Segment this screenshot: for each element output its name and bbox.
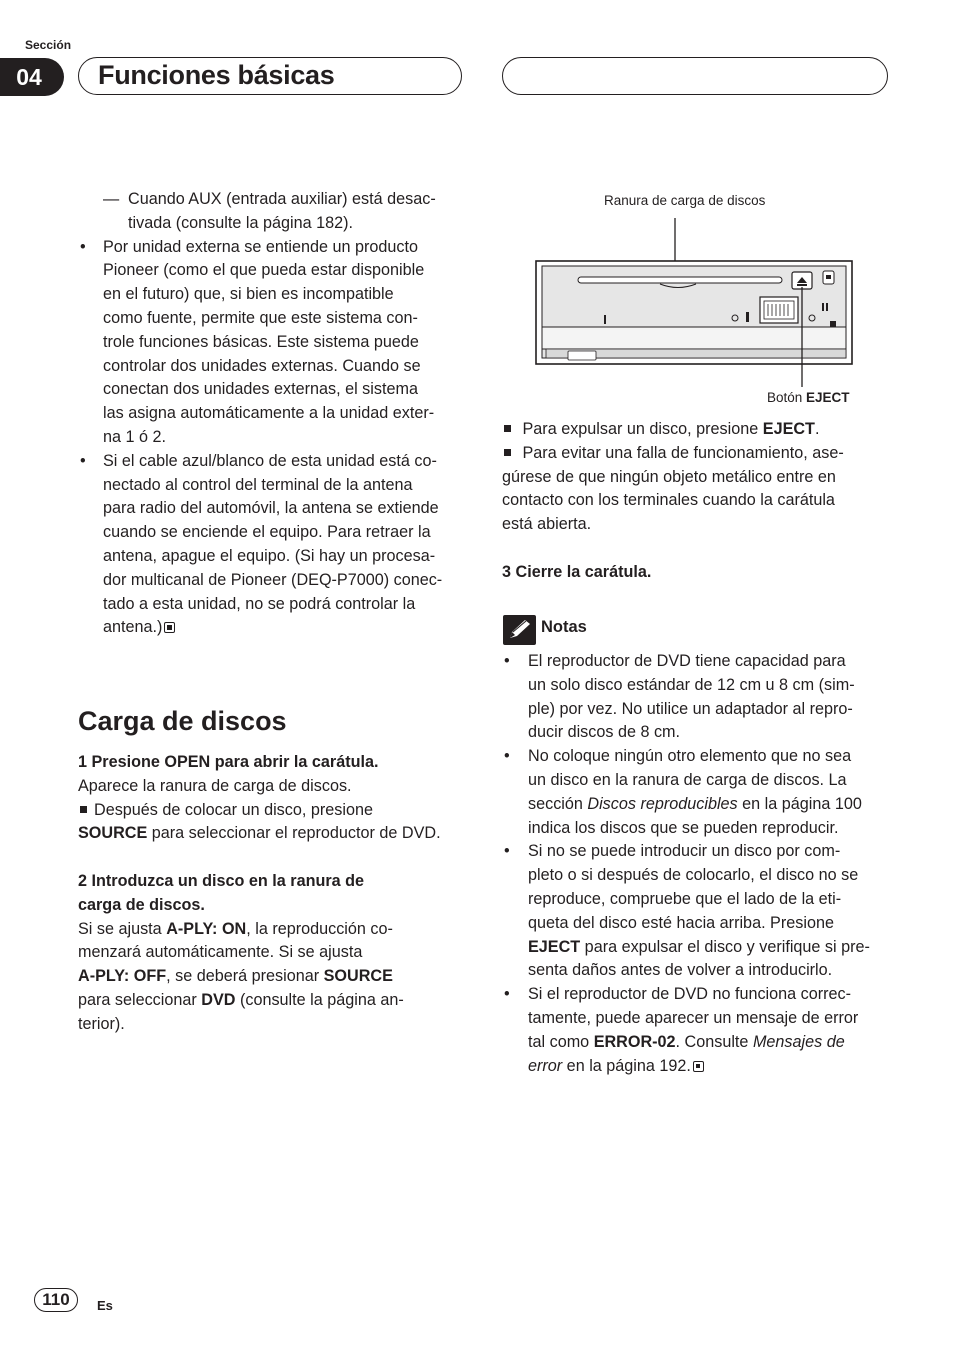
italic-ref: error <box>528 1056 563 1075</box>
note-bullet <box>502 745 894 840</box>
text-line: en el futuro) que, si bien es incompatible <box>103 285 394 304</box>
text-line: Si el cable azul/blanco de esta unidad está co- <box>103 451 437 470</box>
bullet-dot: • <box>504 747 510 766</box>
key-label: DVD <box>201 990 236 1009</box>
right-column <box>502 418 894 585</box>
text-line: en la página 192. <box>562 1056 691 1075</box>
text-line: antena, apague el equipo. (Si hay un procesa- <box>103 546 436 565</box>
text-line: carga de discos. <box>78 895 205 914</box>
text-line: tal como <box>528 1032 594 1051</box>
text-line: ple) por vez. No utilice un adaptador al repro- <box>528 699 853 718</box>
text-line: Para evitar una falla de funcionamiento, ase- <box>522 443 844 462</box>
text-line: cuando se enciende el equipo. Para retraer la <box>103 523 431 542</box>
note-item <box>502 418 894 442</box>
square-bullet <box>504 449 511 456</box>
bullet-dot: • <box>80 451 86 470</box>
text-line: las asigna automáticamente a la unidad exter- <box>103 404 435 423</box>
text-line: Si el reproductor de DVD no funciona correc- <box>528 985 852 1004</box>
step-1-text: Aparece la ranura de carga de discos. <box>78 776 352 795</box>
text-line: Botón <box>767 390 807 405</box>
text-line: gúrese de que ningún objeto metálico entre en <box>502 467 836 486</box>
language-code: Es <box>97 1298 113 1313</box>
text-line: para radio del automóvil, la antena se extiende <box>103 499 439 518</box>
text-line: trole funciones básicas. Este sistema puede <box>103 332 419 351</box>
notes-title: Notas <box>541 618 587 636</box>
text-line: un solo disco estándar de 12 cm u 8 cm (sim- <box>528 675 855 694</box>
italic-ref: Mensajes de <box>752 1032 845 1051</box>
text-line: queta del disco esté hacia arriba. Presione <box>528 913 834 932</box>
text-line: pleto o si después de colocarlo, el disco no se <box>528 866 859 885</box>
page-number: 110 <box>34 1288 78 1312</box>
key-label: A-PLY: OFF <box>78 967 167 986</box>
text-line: na 1 ó 2. <box>103 427 167 446</box>
text-line: (consulte la página an- <box>235 990 404 1009</box>
key-label: ERROR-02 <box>593 1032 676 1051</box>
text-line: en la página 100 <box>737 794 862 813</box>
text-line: para seleccionar el reproductor de DVD. <box>147 824 441 843</box>
text-line: como fuente, permite que este sistema con- <box>103 308 418 327</box>
text-line: , la reproducción co- <box>246 919 393 938</box>
dvd-unit-illustration <box>530 215 860 395</box>
text-line: El reproductor de DVD tiene capacidad para <box>528 652 846 670</box>
text-line: reproduce, compruebe que el lado de la eti- <box>528 889 842 908</box>
text-line: conectan dos unidades externas, el sistema <box>103 380 418 399</box>
text-line: para seleccionar <box>78 990 202 1009</box>
text-line: 2 Introduzca un disco en la ranura de <box>78 871 365 890</box>
text-line: tamente, puede aparecer un mensaje de error <box>528 1008 859 1027</box>
bullet-dot: • <box>504 652 510 670</box>
text-line: para expulsar el disco y verifique si pre- <box>580 937 870 956</box>
note-item <box>502 442 894 537</box>
dash-line: Cuando AUX (entrada auxiliar) está desac- <box>128 190 436 208</box>
key-label: SOURCE <box>323 967 393 986</box>
end-of-section-icon <box>164 622 175 633</box>
text-line: indica los discos que se pueden reproducir. <box>528 818 839 837</box>
text-line: Si se ajusta <box>78 919 167 938</box>
key-label: SOURCE <box>78 824 148 843</box>
text-line: Por unidad externa se entiende un producto <box>103 237 418 256</box>
notes-list <box>502 650 894 1078</box>
step-1-note-cont <box>78 822 470 846</box>
step-2-title <box>78 870 470 918</box>
square-bullet <box>504 425 511 432</box>
note-bullet <box>502 983 894 1078</box>
bullet-item <box>78 236 470 450</box>
bullet-dot: • <box>80 237 86 256</box>
text-line: , se deberá presionar <box>166 967 324 986</box>
note-bullet <box>502 650 894 745</box>
step-1-note <box>78 799 470 823</box>
steps-column <box>78 751 470 1037</box>
text-line: menzará automáticamente. Si se ajusta <box>78 943 363 962</box>
text-line: Si no se puede introducir un disco por com- <box>528 842 841 861</box>
figure-label-eject <box>767 390 850 405</box>
figure-label-slot: Ranura de carga de discos <box>604 193 766 208</box>
text-line: Pioneer (como el que pueda estar disponible <box>103 261 425 280</box>
text-line: nectado al control del terminal de la antena <box>103 475 413 494</box>
text-line: ducir discos de 8 cm. <box>528 723 681 742</box>
text-line: un disco en la ranura de carga de discos. La <box>528 770 847 789</box>
square-bullet <box>80 806 87 813</box>
text-line: . <box>814 420 820 438</box>
text-line: sección <box>528 794 588 813</box>
step-3-title: 3 Cierre la carátula. <box>502 562 652 581</box>
text-line: . Consulte <box>675 1032 753 1051</box>
section-label: Sección <box>25 38 72 52</box>
text-line: antena.) <box>103 618 163 637</box>
text-line: tado a esta unidad, no se podrá controlar la <box>103 594 416 613</box>
key-label: EJECT <box>806 390 850 405</box>
dash-marker: — <box>103 190 120 208</box>
header-right-frame <box>502 57 888 95</box>
left-column <box>78 188 470 640</box>
section-number-badge: 04 <box>0 58 64 96</box>
text-line: dor multicanal de Pioneer (DEQ-P7000) conec- <box>103 570 443 589</box>
text-line: está abierta. <box>502 515 592 534</box>
step-2-text <box>78 918 470 1037</box>
end-of-section-icon <box>693 1061 704 1072</box>
text-line: contacto con los terminales cuando la carátula <box>502 491 835 510</box>
pencil-note-icon <box>503 615 536 645</box>
text-line: terior). <box>78 1014 125 1033</box>
text-line: Después de colocar un disco, presione <box>94 800 373 819</box>
note-bullet <box>502 840 894 983</box>
bullet-dot: • <box>504 985 510 1004</box>
spacer <box>78 846 470 870</box>
step-1-title: 1 Presione OPEN para abrir la carátula. <box>78 753 379 771</box>
text-line: senta daños antes de volver a introducirlo. <box>528 961 833 980</box>
spacer <box>502 537 894 561</box>
dash-line: tivada (consulte la página 182). <box>128 213 353 232</box>
bullet-dot: • <box>504 842 510 861</box>
page-heading: Carga de discos <box>78 706 287 736</box>
bullet-item <box>78 450 470 640</box>
section-title: Funciones básicas <box>98 60 335 90</box>
italic-ref: Discos reproducibles <box>587 794 738 813</box>
text-line: No coloque ningún otro elemento que no sea <box>528 747 852 766</box>
text-line: Para expulsar un disco, presione <box>522 420 763 438</box>
dash-item <box>78 188 470 236</box>
key-label: A-PLY: ON <box>166 919 247 938</box>
text-line: controlar dos unidades externas. Cuando se <box>103 356 421 375</box>
key-label: EJECT <box>528 937 581 956</box>
key-label: EJECT <box>762 420 815 438</box>
